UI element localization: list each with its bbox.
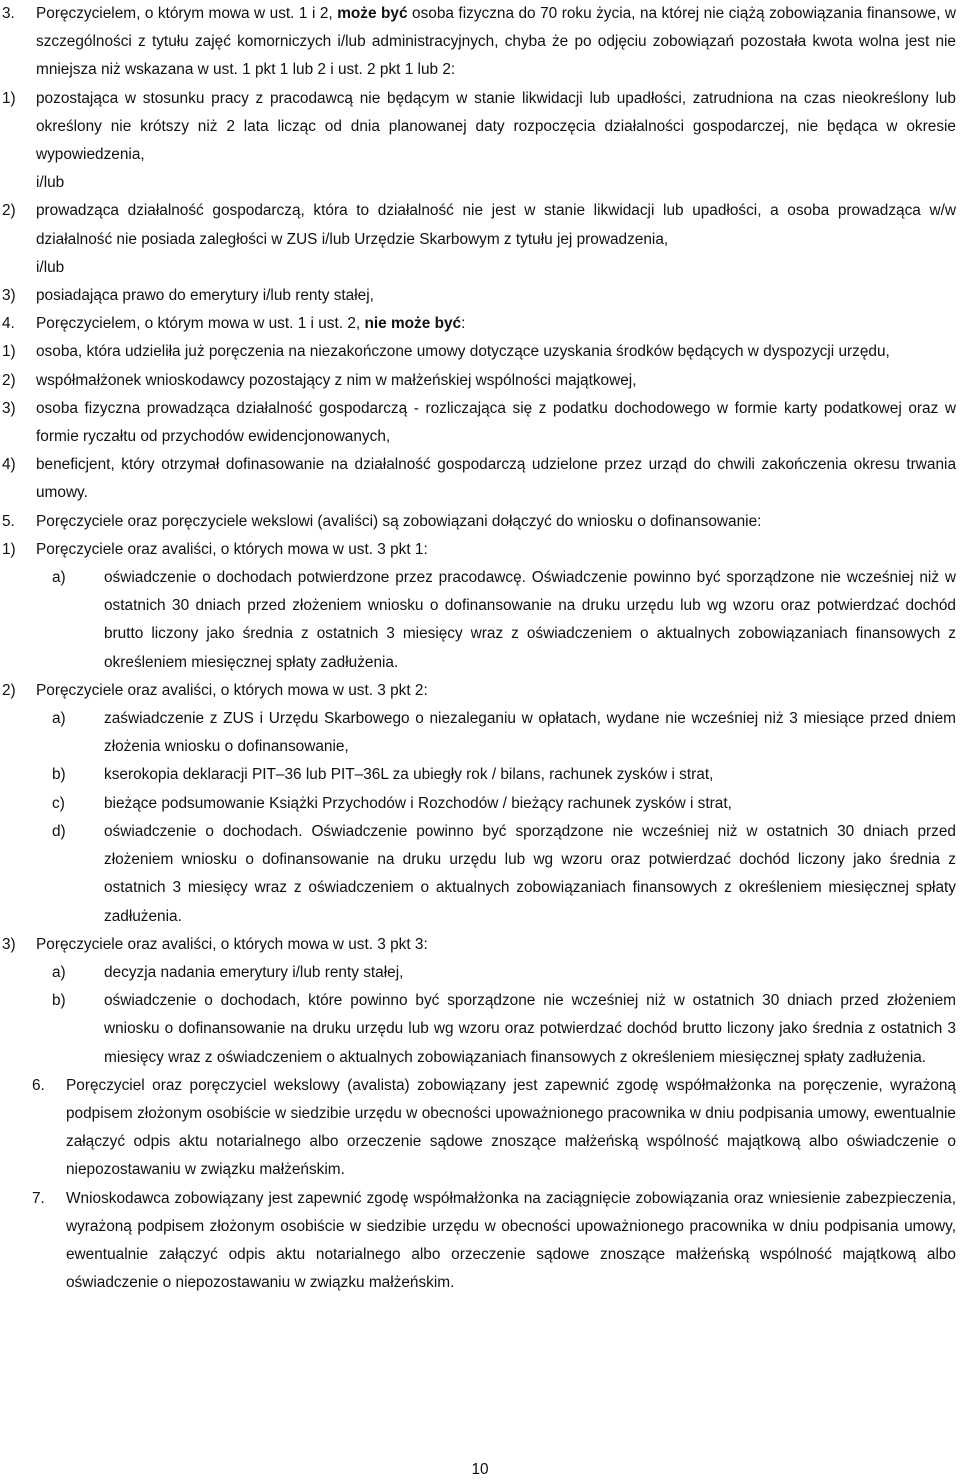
item-text: bieżące podsumowanie Książki Przychodów i Rozchodów / bieżący rachunek zysków i strat, xyxy=(104,794,732,812)
section-3 xyxy=(0,0,960,85)
group-title: Poręczyciele oraz avaliści, o których mowa w ust. 3 pkt 3: xyxy=(36,935,428,953)
item-text: posiadająca prawo do emerytury i/lub renty stałej, xyxy=(36,287,374,305)
group-item xyxy=(0,987,960,1072)
text-segment: Poręczycielem, o którym mowa w ust. 1 i ust. 2, xyxy=(36,315,365,333)
group-number: 1) xyxy=(2,540,16,558)
connector-ilub: i/lub xyxy=(36,258,65,276)
item-number: 3) xyxy=(2,287,16,305)
section-4-item xyxy=(0,395,960,451)
item-text: osoba, która udzieliła już poręczenia na niezakończone umowy dotyczące uzyskania środków będących w dyspozycji urzędu, xyxy=(36,343,890,361)
section-text: Poręczyciel oraz poręczyciel wekslowy (avalista) zobowiązany jest zapewnić zgodę współmałżonka na poręczenie, wyrażoną podpisem złożonym osobiście w siedzibie urzędu w obecności upoważnionego pracownika w dniu podpisania umowy, ewentualnie załączyć odpis aktu notarialnego albo orzeczenie sądowe znoszące małżeńską wspólność majątkową albo oświadczenie o niepozostawaniu w związku małżeńskim. xyxy=(66,1076,956,1179)
section-number: 3. xyxy=(2,5,15,22)
group-item xyxy=(0,818,960,931)
section-text: Poręczyciele oraz poręczyciele wekslowi (avaliści) są zobowiązani dołączyć do wniosku o dofinansowanie: xyxy=(36,512,762,530)
group-item xyxy=(0,959,960,987)
section-4-item xyxy=(0,367,960,395)
page-number: 10 xyxy=(471,1461,489,1478)
group-item xyxy=(0,705,960,761)
item-letter: a) xyxy=(52,710,66,728)
group-item xyxy=(0,564,960,677)
text-segment: : xyxy=(461,315,466,333)
group-title: Poręczyciele oraz avaliści, o których mowa w ust. 3 pkt 1: xyxy=(36,540,428,558)
text-segment: osoba fizyczna do 70 roku życia, na której nie ciążą zobowiązania finansowe, w szczególności z tytułu zajęć komorniczych i/lub administracyjnych, chyba że po odjęciu zobowiązań pozostała kwota wolna jest nie mniejsza niż wskazana w ust. 1 pkt 1 lub 2 i ust. 2 pkt 1 lub 2: xyxy=(36,5,956,79)
group-title: Poręczyciele oraz avaliści, o których mowa w ust. 3 pkt 2: xyxy=(36,681,428,699)
item-text: zaświadczenie z ZUS i Urzędu Skarbowego o niezaleganiu w opłatach, wydane nie wcześniej niż 3 miesiące przed dniem złożenia wniosku o dofinansowanie, xyxy=(104,710,956,756)
item-number: 2) xyxy=(2,202,16,220)
section-5 xyxy=(0,508,960,536)
section-number: 5. xyxy=(2,512,15,530)
connector-ilub: i/lub xyxy=(36,174,65,192)
section-3-item xyxy=(0,197,960,253)
section-text: Wnioskodawca zobowiązany jest zapewnić zgodę współmałżonka na zaciągnięcie zobowiązania oraz wniesienie zabezpieczenia, wyrażoną podpisem złożonym osobiście w siedzibie urzędu w obecności upoważnionego pracownika w dniu podpisania umowy, ewentualnie załączyć odpis aktu notarialnego albo orzeczenie sądowe znoszące małżeńską wspólność majątkową albo oświadczenie o niepozostawaniu w związku małżeńskim. xyxy=(66,1189,956,1292)
item-letter: b) xyxy=(52,992,66,1010)
item-letter: d) xyxy=(52,822,66,840)
section-5-group xyxy=(0,677,960,705)
item-text: kserokopia deklaracji PIT–36 lub PIT–36L za ubiegły rok / bilans, rachunek zysków i strat, xyxy=(104,766,714,784)
section-3-item xyxy=(0,282,960,310)
item-letter: c) xyxy=(52,794,65,812)
item-number: 1) xyxy=(2,89,16,107)
item-letter: b) xyxy=(52,766,66,784)
item-text: osoba fizyczna prowadząca działalność gospodarczą - rozliczająca się z podatku dochodowego w formie karty podatkowej oraz w formie ryczałtu od przychodów ewidencjonowanych, xyxy=(36,399,956,446)
group-item xyxy=(0,761,960,789)
group-number: 3) xyxy=(2,935,16,953)
section-text xyxy=(36,0,956,85)
item-number: 3) xyxy=(2,399,16,417)
section-number: 7. xyxy=(32,1189,45,1207)
item-text: beneficjent, który otrzymał dofinasowanie na działalność gospodarczą udzielone przez urząd do chwili zakończenia okresu trwania umowy. xyxy=(36,456,956,502)
section-5-group xyxy=(0,931,960,959)
bold-phrase: nie może być xyxy=(364,315,462,333)
item-text: pozostająca w stosunku pracy z pracodawcą nie będącym w stanie likwidacji lub upadłości, zatrudniona na czas nieokreślony lub określony nie krótszy niż 2 lata licząc od dnia planowanej daty rozpoczęcia działalności gospodarczej, nie będąca w okresie wypowiedzenia, xyxy=(36,89,956,164)
item-text: oświadczenie o dochodach, które powinno być sporządzone nie wcześniej niż w ostatnich 30 dniach przed złożeniem wniosku o dofinansowanie na druku urzędu lub wg wzoru oraz potwierdzać dochód brutto liczony jako średnia z ostatnich 3 miesięcy wraz z oświadczeniem o aktualnych zobowiązaniach finansowych z określeniem miesięcznej spłaty zadłużenia. xyxy=(104,992,956,1066)
item-text: oświadczenie o dochodach potwierdzone przez pracodawcę. Oświadczenie powinno być sporządzone nie wcześniej niż w ostatnich 30 dniach przed złożeniem wniosku o dofinansowanie na druku urzędu lub wg wzoru oraz potwierdzać dochód brutto liczony jako średnia z ostatnich 3 miesięcy wraz z oświadczeniem o aktualnych zobowiązaniach finansowych z określeniem miesięcznej spłaty zadłużenia. xyxy=(104,569,956,671)
section-5-group xyxy=(0,536,960,564)
item-text: oświadczenie o dochodach. Oświadczenie powinno być sporządzone nie wcześniej niż w ostatnich 30 dniach przed złożeniem wniosku o dofinansowanie na druku urzędu lub wg wzoru oraz potwierdzać dochód liczony jako średnia z ostatnich 3 miesięcy wraz z oświadczeniem o aktualnych zobowiązaniach finansowych z określeniem miesięcznej spłaty zadłużenia. xyxy=(104,822,956,925)
section-number: 6. xyxy=(32,1076,45,1094)
section-text xyxy=(36,310,956,338)
item-text: współmałżonek wnioskodawcy pozostający z nim w małżeńskiej wspólności majątkowej, xyxy=(36,371,637,389)
item-text: decyzja nadania emerytury i/lub renty stałej, xyxy=(104,963,404,981)
section-4 xyxy=(0,310,960,338)
item-text: prowadząca działalność gospodarczą, która to działalność nie jest w stanie likwidacji lub upadłości, a osoba prowadząca w/w działalność nie posiada zaległości w ZUS i/lub Urzędzie Skarbowym z tytułu jej prowadzenia, xyxy=(36,202,956,248)
section-7 xyxy=(0,1185,960,1298)
section-3-item xyxy=(0,85,960,170)
section-4-item xyxy=(0,451,960,507)
group-number: 2) xyxy=(2,681,16,699)
text-segment: Poręczycielem, o którym mowa w ust. 1 i 2, xyxy=(36,5,338,22)
item-number: 1) xyxy=(2,343,16,361)
bold-phrase: może być xyxy=(337,5,408,22)
section-6 xyxy=(0,1072,960,1185)
group-item xyxy=(0,790,960,818)
item-letter: a) xyxy=(52,569,66,587)
section-number: 4. xyxy=(2,315,15,333)
section-4-item xyxy=(0,338,960,366)
item-number: 4) xyxy=(2,456,16,474)
item-number: 2) xyxy=(2,371,16,389)
item-letter: a) xyxy=(52,963,66,981)
